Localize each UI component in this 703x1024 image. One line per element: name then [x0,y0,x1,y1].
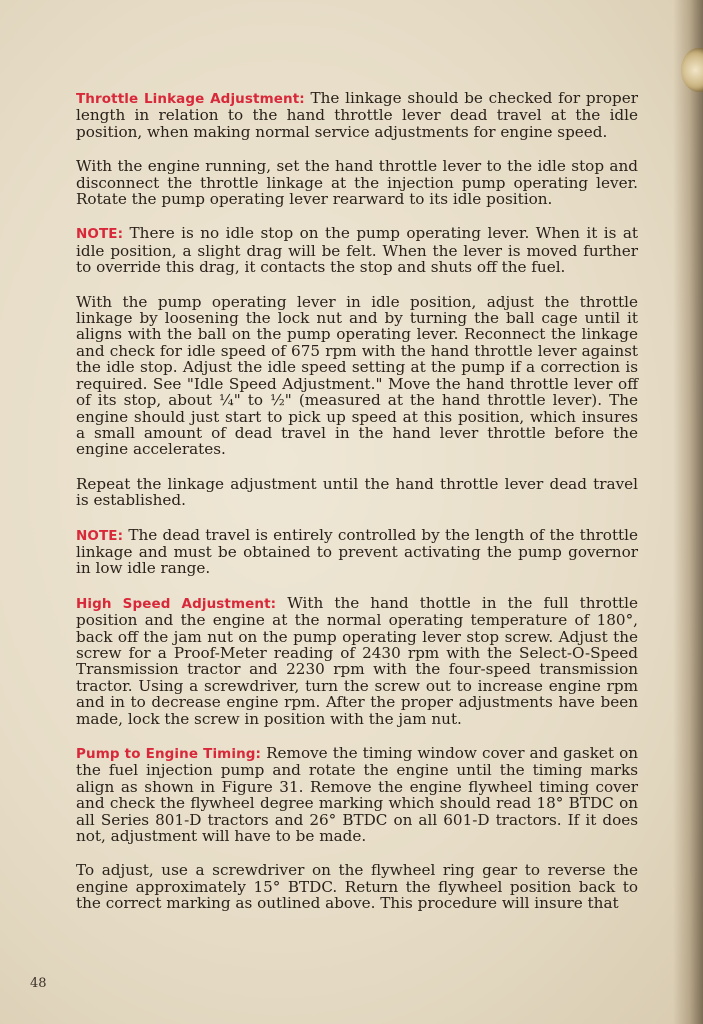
paragraph-text: Repeat the linkage adjustment until the hand throttle lever dead travel is established. [76,474,638,510]
paragraph-idle-position [76,294,638,458]
section-heading: Pump to Engine Timing: [76,746,262,762]
page-edge-shadow [673,0,703,1024]
note-idle-stop [76,225,638,275]
note-label: NOTE: [76,226,124,243]
paragraph-repeat-adjustment [76,476,638,509]
paragraph-text: To adjust, use a screwdriver on the flywheel ring gear to reverse the engine approximately 15° BTDC. Return the flywheel position back to the correct marking as outlined above. This procedure will insure that [76,861,638,913]
paragraph-text: Remove the timing window cover and gasket on the fuel injection pump and rotate the engine until the timing marks align as shown in Figure 31. Remove the engine flywheel timing cover and check the flywheel degree marking which should read 18° BTDC on all Series 801-D tractors and 26° BTDC on all 601-D tractors. If it does not, adjustment will have to be made. [76,744,638,846]
paragraph-high-speed [76,595,638,727]
paragraph-throttle-linkage [76,90,638,140]
paragraph-text: With the pump operating lever in idle position, adjust the throttle linkage by loosening the lock nut and by turning the ball cage until it aligns with the ball on the pump operating lever. Reconnect the linkage and check for idle speed of 675 rpm with the hand throttle lever against the idle stop. Adjust the idle speed setting at the pump if a correction is required. See "Idle Speed Adjustment." Move the hand throttle lever off of its stop, about ¼" to ½" (measured at the hand throttle lever). The engine should just start to pick up speed at this position, which insures a small amount of dead travel in the hand lever throttle before the engine accelerates. [76,292,638,459]
paragraph-text: With the engine running, set the hand throttle lever to the idle stop and disconnect the throttle linkage at the injection pump operating lever. Rotate the pump operating lever rearward to its idle position. [76,157,638,209]
note-label: NOTE: [76,527,124,544]
paragraph-text: The linkage should be checked for proper length in relation to the hand throttle lever dead travel at the idle position, when making normal service adjustments for engine speed. [76,89,638,141]
paragraph-pump-timing [76,745,638,844]
page-body [76,90,638,930]
paragraph-engine-running [76,158,638,207]
paragraph-text: The dead travel is entirely controlled by the length of the throttle linkage and must be obtained to prevent activating the pump governor in low idle range. [76,525,638,578]
section-heading: Throttle Linkage Adjustment: [76,91,305,107]
paragraph-text: There is no idle stop on the pump operating lever. When it is at idle position, a slight drag will be felt. When the lever is moved further to override this drag, it contacts the stop and shuts off the fuel. [76,224,638,277]
section-heading: High Speed Adjustment: [76,595,277,612]
paragraph-to-adjust [76,862,638,911]
page-number: 48 [30,976,47,991]
paragraph-text: With the hand thottle in the full throttle position and the engine at the normal operating temperature of 180°, back off the jam nut on the pump operating lever stop screw. Adjust the screw for a Proof-Meter reading of 2430 rpm with the Select-O-Speed Transmission tractor and 2230 rpm with the four-speed transmission tractor. Using a screwdriver, turn the screw out to increase engine rpm and in to decrease engine rpm. After the proper adjustments have been made, lock the screw in position with the jam nut. [76,593,638,728]
note-dead-travel [76,527,638,577]
